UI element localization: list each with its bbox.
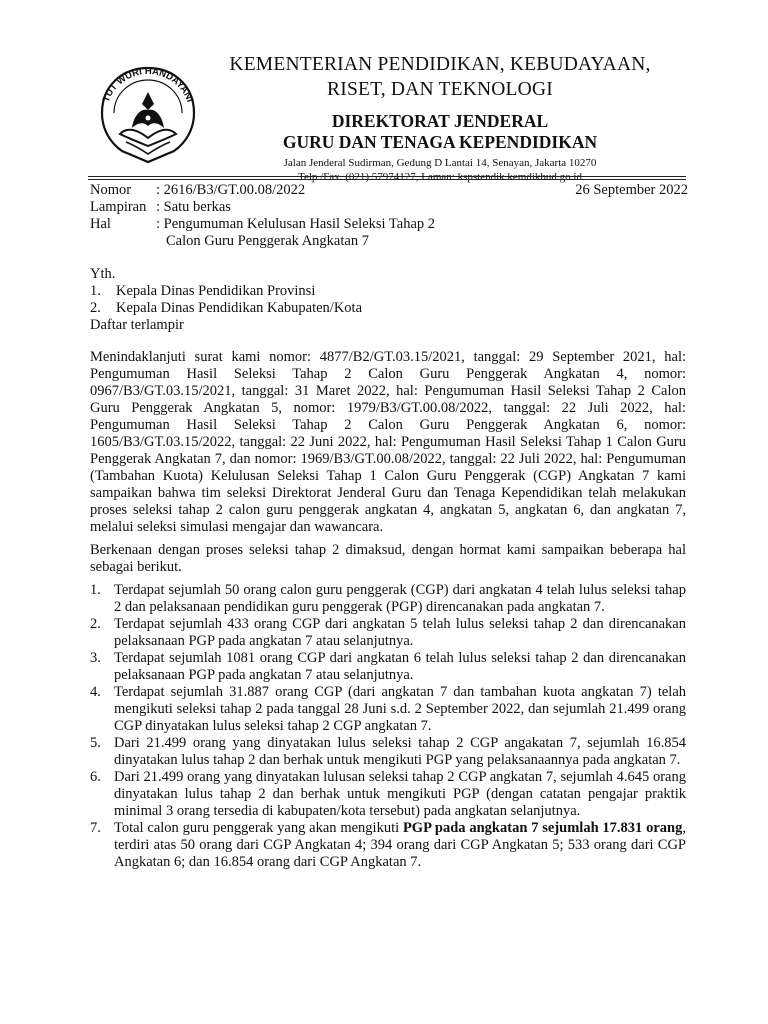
nomor-value: : 2616/B3/GT.00.08/2022 [156, 182, 306, 198]
lampiran-row [90, 199, 690, 216]
tut-wuri-handayani-logo [92, 58, 204, 168]
directorate-line2: GURU DAN TENAGA KEPENDIDIKAN [282, 132, 598, 152]
ministry-name-line2: RISET, DAN TEKNOLOGI [327, 79, 553, 100]
list-item: 5. Dari 21.499 orang yang dinyatakan lulus seleksi tahap 2 CGP angakatan 7, sejumlah 16.854 dinyatakan lulus tahap 2 dan berhak untuk mengikuti PGP yang pelaksanaannya pada angkatan 7. [90, 735, 686, 768]
letterhead [210, 52, 670, 184]
recipient-list-note: Daftar terlampir [90, 317, 184, 333]
recipient-item: 1. Kepala Dinas Pendidikan Provinsi [90, 283, 316, 299]
recipient-item: 2. Kepala Dinas Pendidikan Kabupaten/Kota [90, 300, 363, 316]
header-divider-thin [88, 179, 686, 180]
list-item: 6. Dari 21.499 orang yang dinyatakan lulusan seleksi tahap 2 CGP angkatan 7, sejumlah 4.645 orang dinyatakan lulus tahap 2 dan berhak untuk mengikuti PGP (dengan catatan pengajar praktik minimal 3 orang tersedia di kabupaten/kota tersebut) pada angkatan selanjutnya. [90, 769, 686, 819]
svg-text:TUT WURI HANDAYANI: TUT WURI HANDAYANI [100, 65, 196, 104]
yth-label: Yth. [90, 266, 116, 282]
ministry-name-line1: KEMENTERIAN PENDIDIKAN, KEBUDAYAAN, [229, 54, 651, 75]
nomor-label: Nomor [90, 182, 132, 198]
hal-label: Hal [90, 216, 111, 232]
list-item: 1. Terdapat sejumlah 50 orang calon guru penggerak (CGP) dari angkatan 4 telah lulus seleksi tahap 2 dan pelaksanaan pendidikan guru penggerak (PGP) direncanakan pada angkatan 7. [90, 582, 686, 615]
header-divider-thick [88, 176, 686, 177]
contact-info: Telp./Fax. (021) 57974127, Laman: kspstendik.kemdikbud.go.id [298, 171, 582, 183]
list-item: 4. Terdapat sejumlah 31.887 orang CGP (dari angkatan 7 dan tambahan kuota angkatan 7) telah mengikuti seleksi tahap 2 pada tanggal 28 Juni s.d. 2 September 2022, dan sejumlah 21.499 orang CGP dinyatakan lulus seleksi tahap 2 CGP angkatan 7. [90, 684, 686, 734]
recipients [90, 266, 362, 334]
letter-meta [90, 182, 690, 250]
list-item: 2. Terdapat sejumlah 433 orang CGP dari angkatan 5 telah lulus seleksi tahap 2 dan direncanakan pelaksanaan PGP pada angkatan 7 atau selanjutnya. [90, 616, 686, 649]
hal-row-2 [90, 233, 690, 250]
hal-value-line2: Calon Guru Penggerak Angkatan 7 [166, 233, 369, 249]
directorate-line1: DIREKTORAT JENDERAL [331, 111, 549, 131]
paragraph-2: Berkenaan dengan proses seleksi tahap 2 dimaksud, dengan hormat kami sampaikan beberapa hal sebagai berikut. [90, 542, 686, 575]
paragraph-1: Menindaklanjuti surat kami nomor: 4877/B2/GT.03.15/2021, tanggal: 29 September 2021, hal: Pengumuman Hasil Seleksi Tahap 2 Calon Guru Penggerak Angkatan 4, nomor: 0967/B3/GT.03.15/2021, tanggal: 31 Maret 2022, hal: Pengumuman Hasil Seleksi Tahap 2 Calon Guru Penggerak Angkatan 5, nomor: 1979/B3/GT.00.08/2022, tanggal: 22 Juli 2022, hal: Pengumuman Hasil Seleksi Tahap 2 Calon Guru Penggerak Angkatan 6, nomor: 1605/B3/GT.03.15/2022, tanggal: 22 Juni 2022, hal: Pengumuman Hasil Seleksi Tahap 1 Calon Guru Penggerak Angkatan 7, dan nomor: 1969/B3/GT.00.08/2022, tanggal: 22 Juli 2022, hal: Pengumuman (Tambahan Kuota) Kelulusan Seleksi Tahap 1 Calon Guru Penggerak (CGP) Angkatan 7 kami sampaikan bahwa tim seleksi Direktorat Jenderal Guru dan Tenaga Kependidikan telah melakukan proses seleksi tahap 2 calon guru penggerak angkatan 4, angkatan 5, angkatan 6, dan angkatan 7, melalui seleksi simulasi mengajar dan wawancara. [90, 349, 686, 535]
hal-row [90, 216, 690, 233]
letter-date: 26 September 2022 [575, 182, 688, 198]
highlighted-total: PGP pada angkatan 7 sejumlah 17.831 orang [402, 820, 683, 836]
address: Jalan Jenderal Sudirman, Gedung D Lantai 14, Senayan, Jakarta 10270 [283, 157, 597, 169]
lampiran-value: : Satu berkas [156, 199, 231, 215]
lampiran-label: Lampiran [90, 199, 147, 215]
points-list [90, 582, 686, 871]
list-item: 7. Total calon guru penggerak yang akan mengikuti PGP pada angkatan 7 sejumlah 17.831 orang, terdiri atas 50 orang dari CGP Angkatan 4; 394 orang dari CGP Angkatan 5; 533 orang dari CGP Angkatan 6; dan 16.854 orang dari CGP Angkatan 7. [90, 820, 686, 870]
letter-body [90, 349, 686, 575]
hal-value-line1: : Pengumuman Kelulusan Hasil Seleksi Tahap 2 [156, 216, 436, 232]
list-item: 3. Terdapat sejumlah 1081 orang CGP dari angkatan 6 telah lulus seleksi tahap 2 dan direncanakan pelaksanaan PGP pada angkatan 7 atau selanjutnya. [90, 650, 686, 683]
